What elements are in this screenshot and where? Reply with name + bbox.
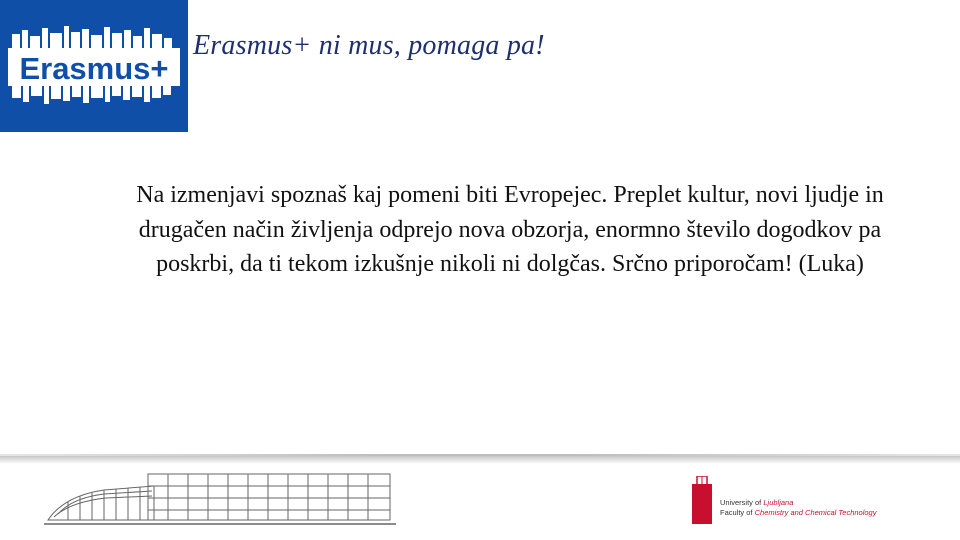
university-line1-b: Ljubljana xyxy=(763,498,794,507)
erasmus-logo-text: Erasmus+ xyxy=(19,51,169,86)
university-logo xyxy=(690,476,910,524)
testimonial-quote: Na izmenjavi spoznaš kaj pomeni biti Evropejec. Preplet kultur, novi ljudje in drugačen način življenja odprejo nova obzorja, enormno število dogodkov pa poskrbi, da ti tekom izkušnje nikoli ni dolgčas. Srčno priporočam! (Luka) xyxy=(136,182,884,277)
university-line2-a: Faculty of xyxy=(720,508,755,517)
university-line1-a: University of xyxy=(720,498,764,507)
university-name xyxy=(720,498,876,518)
university-emblem-icon xyxy=(690,476,714,524)
university-line2-b: Chemistry and Chemical Technology xyxy=(754,508,877,517)
footer-divider xyxy=(0,454,960,464)
page-title: Erasmus+ ni mus, pomaga pa! xyxy=(193,30,545,61)
faculty-building-illustration xyxy=(44,468,396,530)
erasmus-logo xyxy=(0,0,188,132)
erasmus-logo-graphic xyxy=(0,0,188,132)
